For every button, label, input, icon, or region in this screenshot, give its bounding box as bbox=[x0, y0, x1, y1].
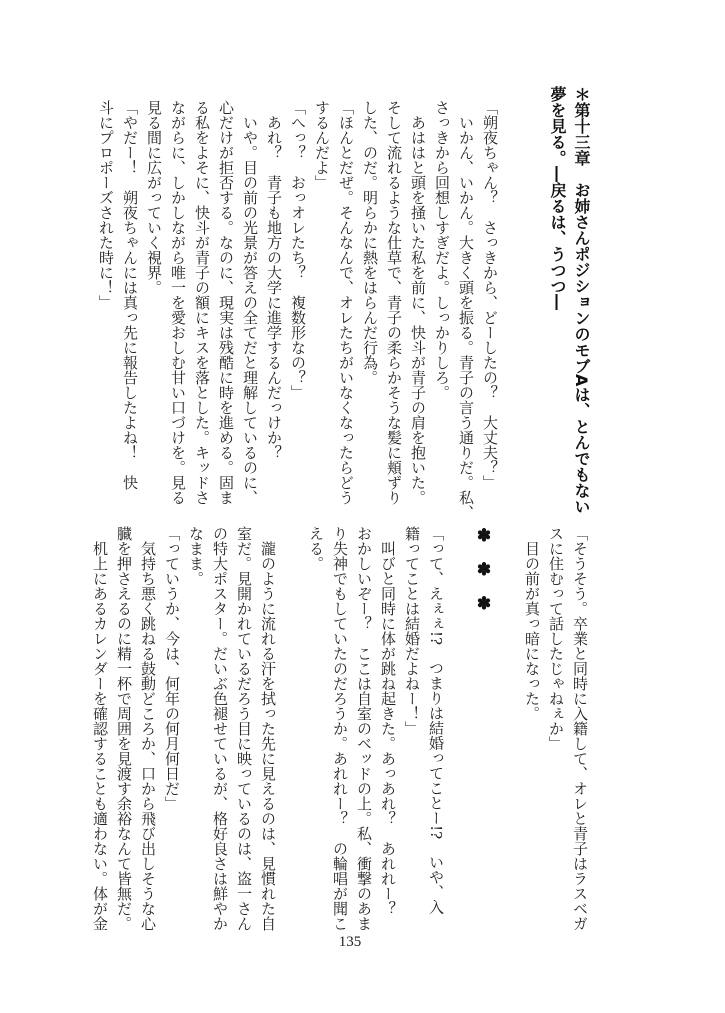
text-line: あははと頭を掻いた私を前に、快斗が青子の肩を抱いた。 bbox=[409, 100, 427, 505]
text-line: り失神でもしていたのだろうか。あれれー？ の輪唱が聞こ bbox=[331, 526, 349, 931]
text-line: の特大ポスター。だいぶ色褪せているが、格好良さは鮮やか bbox=[211, 526, 229, 931]
text-line: 斗にプロポーズされた時に！」 bbox=[97, 100, 115, 310]
text-line: 「朔夜ちゃん？ さっきから、どーしたの？ 大丈夫？」 bbox=[481, 100, 499, 490]
text-line: 見る間に広がっていく視界。 bbox=[145, 100, 163, 295]
text-line: 瀧のように流れる汗を拭った先に見えるのは、見慣れた自 bbox=[259, 526, 277, 931]
text-line: おかしいぞー？ ここは自室のベッドの上。私、衝撃のあま bbox=[355, 526, 373, 931]
text-line: するんだよ」 bbox=[313, 100, 331, 190]
text-line: 叫びと同時に体が跳ね起きた。あっあれ？ あれれー？ bbox=[379, 526, 397, 916]
text-line: 「そうそう。卒業と同時に入籍して、オレと青子はラスベガ bbox=[571, 526, 589, 931]
text-line: 心だけが拒否する。なのに、現実は残酷に時を進める。固ま bbox=[217, 100, 235, 505]
blank-line bbox=[496, 526, 520, 931]
text-line: ながらに、しかしながら唯一を愛おしむ甘い口づけを。見る bbox=[169, 100, 187, 505]
text-line: 机上にあるカレンダーを確認することも適わない。体が金 bbox=[91, 526, 109, 931]
page-number: 135 bbox=[338, 934, 362, 950]
text-line: る私をよそに、快斗が青子の額にキスを落とした。キッドさ bbox=[193, 100, 211, 505]
text-line: える。 bbox=[307, 526, 325, 571]
lower-tier-text bbox=[88, 526, 592, 931]
text-line: 籍ってことは結婚だよねー！」 bbox=[403, 526, 421, 736]
text-line: いや。目の前の光景が答えの全てだと理解しているのに、 bbox=[241, 100, 259, 505]
text-line: 臓を押さえるのに精一杯で周囲を見渡す余裕なんて皆無だ。 bbox=[115, 526, 133, 931]
text-line: 「って、えぇぇ!? つまりは結婚ってことー!? いや、入 bbox=[427, 526, 445, 915]
text-line: 「へっ？ おっオレたち？ 複数形なの？」 bbox=[289, 100, 307, 400]
text-line: そして流れるような仕草で、青子の柔らかそうな髪に頬ずり bbox=[385, 100, 403, 505]
text-line: 「やだー！ 朔夜ちゃんには真っ先に報告したよね！ 快 bbox=[121, 100, 139, 490]
text-line: なまま。 bbox=[187, 526, 205, 586]
text-line: あれ？ 青子も地方の大学に進学するんだっけか？ bbox=[265, 100, 283, 460]
upper-tier-text bbox=[94, 100, 502, 520]
text-line: した、のだ。明らかに熱をはらんだ行為。 bbox=[361, 100, 379, 385]
chapter-heading bbox=[545, 86, 593, 514]
scene-break-asterisks: ✽✽✽ bbox=[474, 526, 494, 628]
text-line: 気持ち悪く跳ねる鼓動どころか、口から飛び出しそうな心 bbox=[139, 526, 157, 931]
text-line: スに住むって話したじゃねぇか」 bbox=[547, 526, 565, 751]
text-line: さっきから回想しすぎだよ。しっかりしろ。 bbox=[433, 100, 451, 400]
text-line: いかん、いかん。大きく頭を振る。青子の言う通りだ。私、 bbox=[457, 100, 475, 520]
text-line: 目の前が真っ暗になった。 bbox=[523, 526, 541, 721]
blank-line bbox=[280, 526, 304, 931]
heading-line: ＊第十三章 お姉さんポジションのモブAは、とんでもない bbox=[572, 86, 591, 515]
heading-line: 夢を見る。―戻るは、うつつ― bbox=[548, 86, 567, 310]
text-line: 室だ。見開かれているだろう目に映っているのは、盗一さん bbox=[235, 526, 253, 931]
text-line: 「っていうか、今は、何年の何月何日だ」 bbox=[163, 526, 181, 811]
blank-line bbox=[448, 526, 472, 931]
text-line: 「ほんとだぜ。そんなんで、オレたちがいなくなったらどう bbox=[337, 100, 355, 505]
